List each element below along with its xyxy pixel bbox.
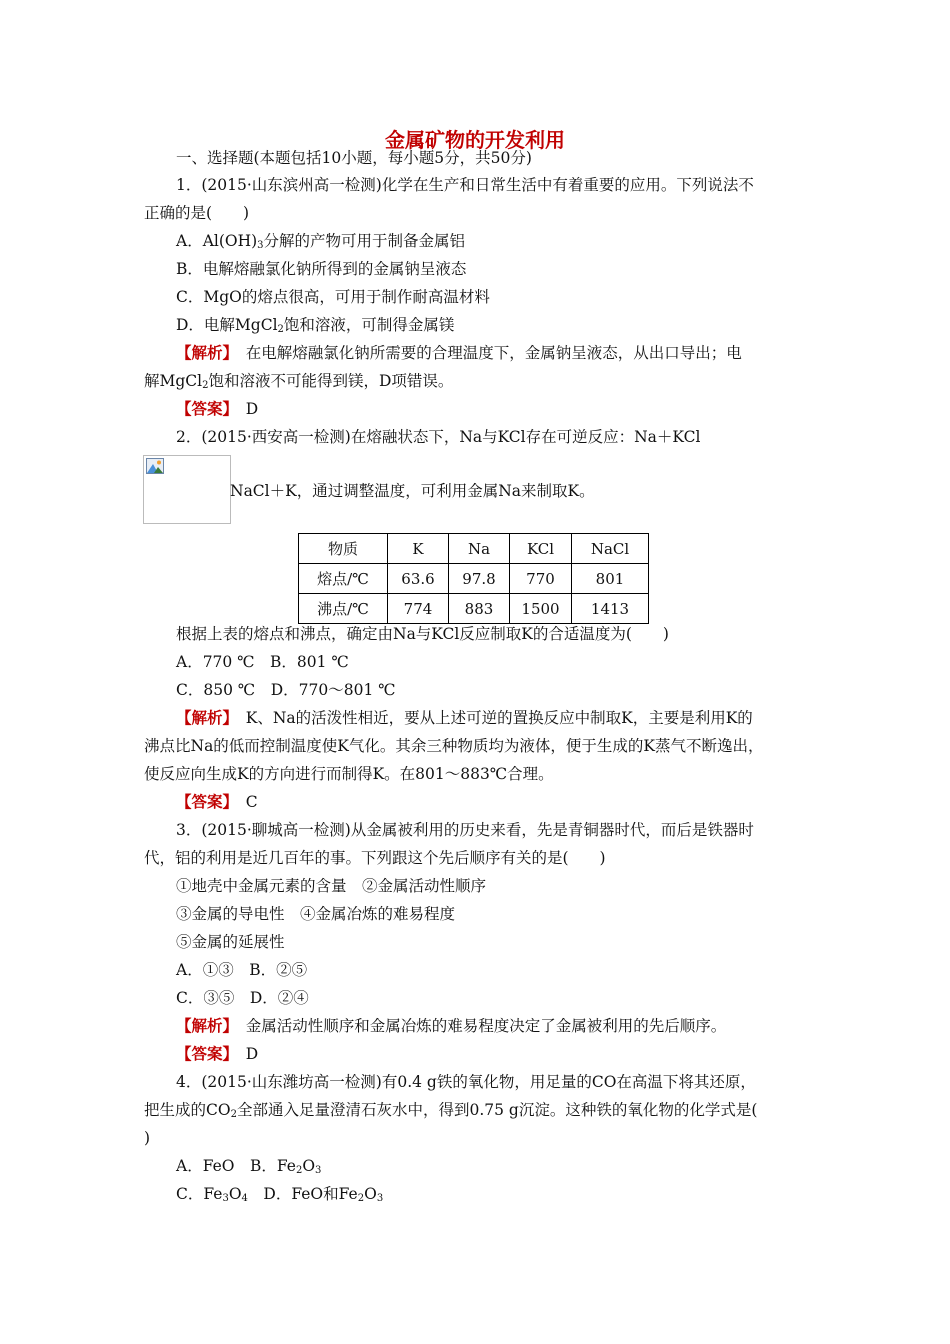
q1-option-c: C．MgO的熔点很高，可用于制作耐高温材料: [176, 288, 490, 306]
answer-tag: 【答案】: [176, 1045, 231, 1063]
q2-analysis-line3: 使反应向生成K的方向进行而制得K。在801～883℃合理。: [144, 765, 554, 783]
q4-stem-line2: 把生成的$CO_2$全部通入足量澄清石灰水中，得到0.75 g沉淀。这种铁的氧化物的化学式是(: [144, 1101, 758, 1120]
q2-analysis-line2: 沸点比Na的低而控制温度使K气化。其余三种物质均为液体，便于生成的K蒸气不断逸出，: [144, 737, 764, 755]
data-table: [298, 533, 649, 624]
broken-image-placeholder: [143, 455, 231, 524]
page-title: 金属矿物的开发利用: [385, 128, 565, 152]
table-row: [299, 564, 649, 594]
q3-stem-line2: 代，铝的利用是近几百年的事。下列跟这个先后顺序有关的是( ): [144, 849, 606, 867]
table-header-cell: NaCl: [572, 534, 649, 564]
q3-options-cd: C．③⑤ D．②④: [176, 989, 309, 1007]
q3-stem-line1: 3．(2015·聊城高一检测)从金属被利用的历史来看，先是青铜器时代，而后是铁器时: [176, 821, 754, 839]
q1-option-a: A．$Al(OH)_3$分解的产物可用于制备金属铝: [176, 232, 466, 251]
answer-tag: 【答案】: [176, 793, 231, 811]
table-cell: 97.8: [449, 564, 510, 594]
section-header: 一、选择题(本题包括10小题，每小题5分，共50分): [176, 149, 532, 167]
q1-analysis-line2: 解MgCl$_2$饱和溶液不可能得到镁，D项错误。: [144, 372, 454, 391]
q3-items-line3: ⑤金属的延展性: [176, 933, 285, 951]
q2-stem-line1: 2．(2015·西安高一检测)在熔融状态下，Na与KCl存在可逆反应：Na＋KCl: [176, 428, 701, 446]
table-header-row: [299, 534, 649, 564]
q4-stem-line1: 4．(2015·山东潍坊高一检测)有0.4 g铁的氧化物，用足量的CO在高温下将其还原，: [176, 1073, 756, 1091]
analysis-tag: 【解析】: [176, 344, 231, 362]
table-cell: 883: [449, 594, 510, 624]
q2-stem-line3: 根据上表的熔点和沸点，确定由Na与KCl反应制取K的合适温度为( ): [176, 625, 669, 643]
q1-answer: 【答案】 D: [176, 400, 259, 418]
table-cell: 熔点/℃: [299, 564, 388, 594]
table-header-cell: K: [388, 534, 449, 564]
q2-answer: 【答案】 C: [176, 793, 258, 811]
q2-analysis-line1: 【解析】 K、Na的活泼性相近，要从上述可逆的置换反应中制取K，主要是利用K的: [176, 709, 753, 727]
table-header-cell: Na: [449, 534, 510, 564]
q1-stem-line2: 正确的是( ): [144, 204, 250, 222]
table-header-cell: 物质: [299, 534, 388, 564]
q4-options-cd: C．$Fe_3O_4$ D．FeO和$Fe_2O_3$: [176, 1185, 384, 1204]
q4-stem-line3: ): [144, 1129, 151, 1147]
q1-analysis-line1: 【解析】 在电解熔融氯化钠所需要的合理温度下，金属钠呈液态，从出口导出；电: [176, 344, 742, 362]
q2-options-ab: A．770 ℃ B．801 ℃: [176, 653, 349, 671]
q1-option-d: D．电解MgCl$_2$饱和溶液，可制得金属镁: [176, 316, 455, 335]
q1-option-b: B．电解熔融氯化钠所得到的金属钠呈液态: [176, 260, 467, 278]
analysis-tag: 【解析】: [176, 1017, 231, 1035]
table-cell: 770: [510, 564, 572, 594]
q2-options-cd: C．850 ℃ D．770～801 ℃: [176, 681, 396, 699]
q2-stem-line2: NaCl＋K，通过调整温度，可利用金属Na来制取K。: [230, 482, 595, 500]
table-cell: 801: [572, 564, 649, 594]
table-cell: 1500: [510, 594, 572, 624]
q3-answer: 【答案】 D: [176, 1045, 259, 1063]
q1-stem-line1: 1．(2015·山东滨州高一检测)化学在生产和日常生活中有着重要的应用。下列说法不: [176, 176, 754, 194]
q3-options-ab: A．①③ B．②⑤: [176, 961, 308, 979]
q3-items-line2: ③金属的导电性 ④金属冶炼的难易程度: [176, 905, 456, 923]
table-cell: 774: [388, 594, 449, 624]
image-icon: [146, 458, 164, 474]
q4-options-ab: A．FeO B．$Fe_2O_3$: [176, 1157, 322, 1176]
q3-items-line1: ①地壳中金属元素的含量 ②金属活动性顺序: [176, 877, 487, 895]
analysis-tag: 【解析】: [176, 709, 231, 727]
table-cell: 1413: [572, 594, 649, 624]
q3-analysis: 【解析】 金属活动性顺序和金属冶炼的难易程度决定了金属被利用的先后顺序。: [176, 1017, 727, 1035]
table-cell: 沸点/℃: [299, 594, 388, 624]
table-row: [299, 594, 649, 624]
table-header-cell: KCl: [510, 534, 572, 564]
table-cell: 63.6: [388, 564, 449, 594]
answer-tag: 【答案】: [176, 400, 231, 418]
